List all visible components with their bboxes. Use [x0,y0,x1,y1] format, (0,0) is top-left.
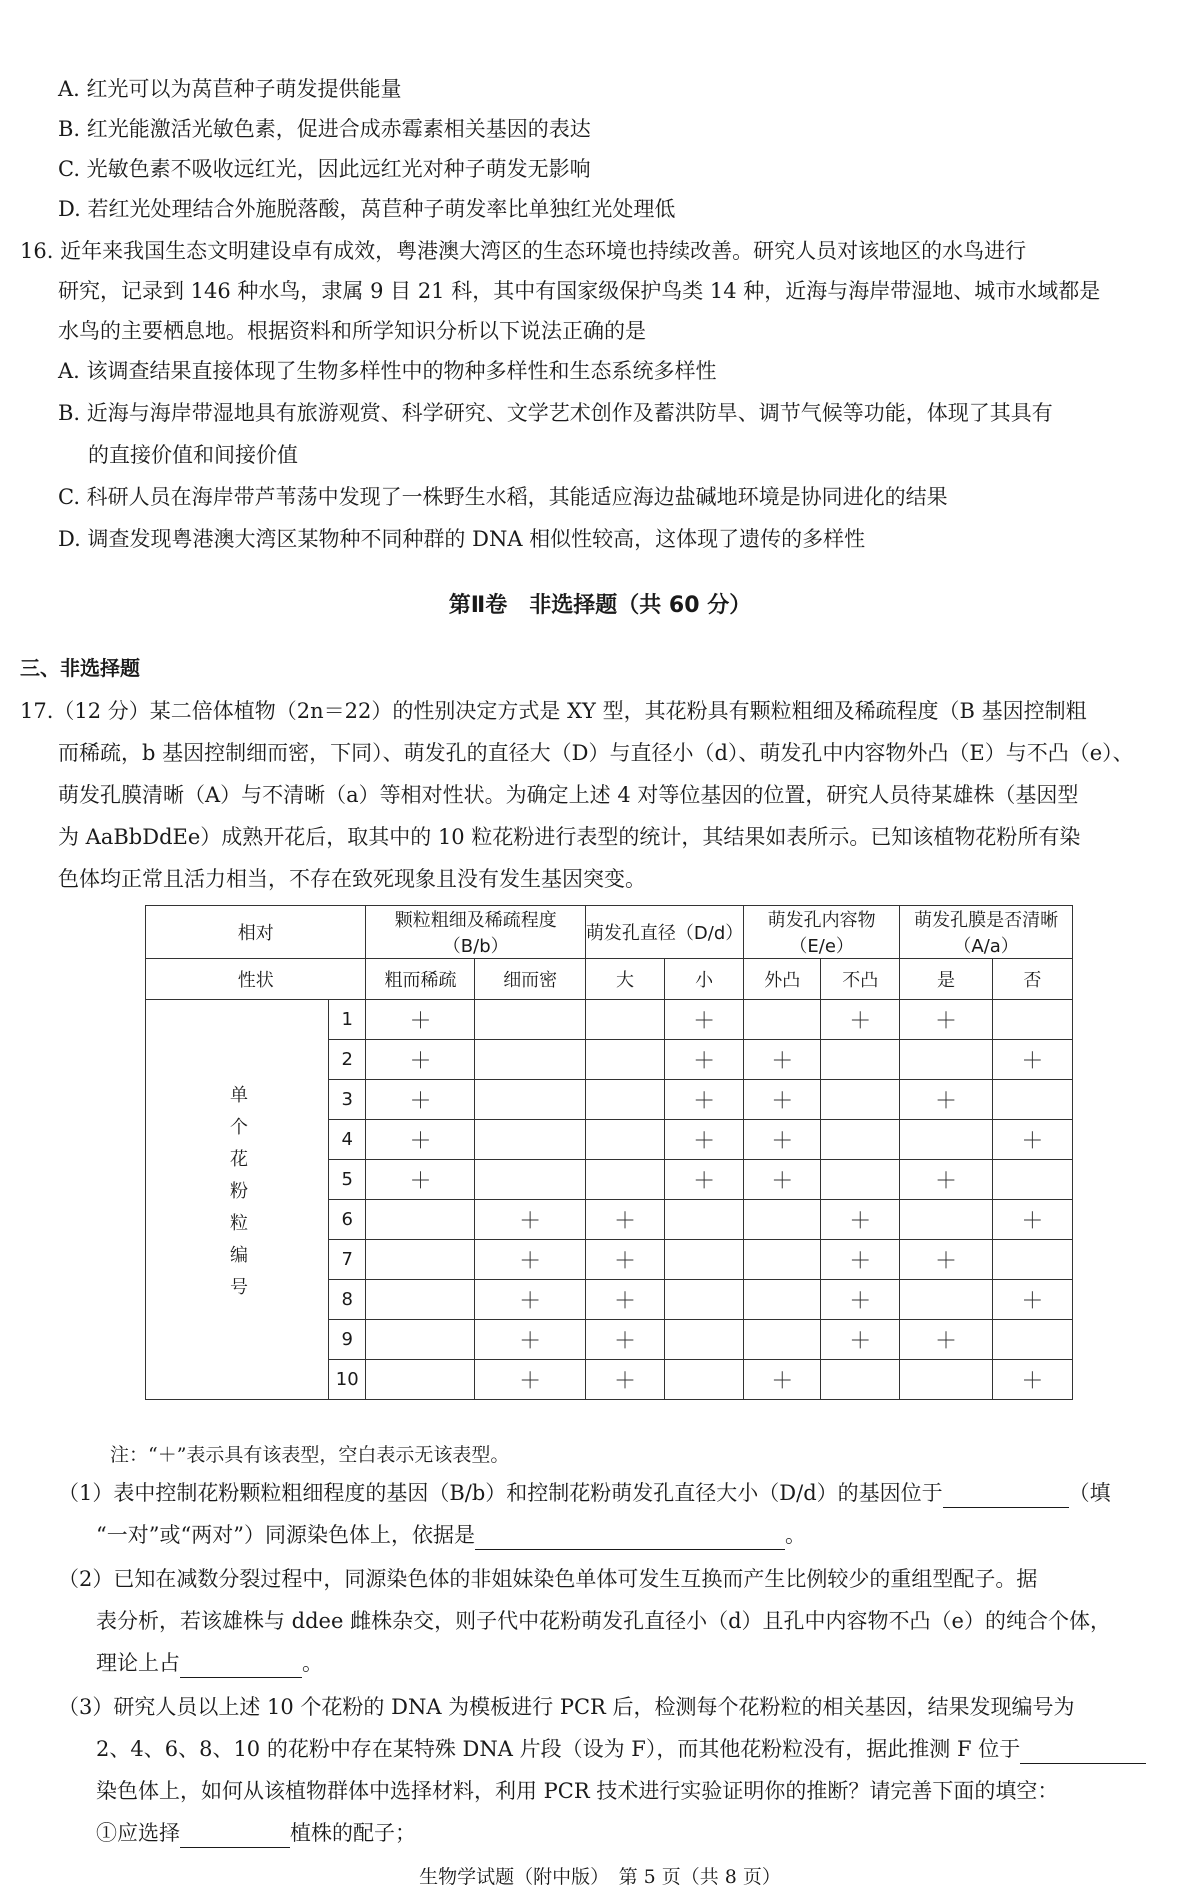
phenotype-cell [821,1040,900,1080]
phenotype-cell [475,1360,586,1400]
phenotype-cell [821,1120,900,1160]
q16-stem-line-1: 16. 近年来我国生态文明建设卓有成效，粤港澳大湾区的生态环境也持续改善。研究人员对该地区的水鸟进行 [20,239,1027,263]
phenotype-cell [992,1040,1072,1080]
phenotype-cell [475,1320,586,1360]
phenotype-cell [585,1200,664,1240]
q16-stem-line-3: 水鸟的主要栖息地。根据资料和所学知识分析以下说法正确的是 [58,319,646,343]
phenotype-cell [744,1360,821,1400]
q17-stem-line-5: 色体均正常且活力相当，不存在致死现象且没有发生基因突变。 [58,867,646,891]
plus-mark: ＋ [693,1089,716,1114]
phenotype-cell [900,1200,993,1240]
phenotype-cell [665,1200,744,1240]
q17-sub3-text-b: ①应选择 [96,1821,180,1845]
phenotype-cell [366,1320,475,1360]
plus-mark: ＋ [849,1209,872,1234]
table-row [146,1000,1073,1040]
phenotype-cell [665,1040,744,1080]
phenotype-cell [992,1200,1072,1240]
subheader: 是 [900,959,993,1000]
plus-mark: ＋ [849,1009,872,1034]
corner-header-1: 相对 [146,906,366,959]
q17-sub3-text-a: 2、4、6、8、10 的花粉中存在某特殊 DNA 片段（设为 F），而其他花粉粒没有，据此推测 F 位于 [96,1737,1021,1761]
plus-mark: ＋ [519,1369,542,1394]
plus-mark: ＋ [849,1289,872,1314]
corner-header-2: 性状 [146,959,366,1000]
pollen-id: 2 [329,1040,366,1080]
q17-stem-line-4: 为 AaBbDdEe）成熟开花后，取其中的 10 粒花粉进行表型的统计，其结果如表所示。已知该植物花粉所有染 [58,825,1081,849]
phenotype-cell [665,1320,744,1360]
table-body [146,1000,1073,1400]
phenotype-cell [475,1160,586,1200]
pollen-id: 6 [329,1200,366,1240]
phenotype-cell [744,1120,821,1160]
phenotype-cell [665,1160,744,1200]
q17-sub2-text-a: 理论上占 [96,1651,180,1675]
plus-mark: ＋ [409,1089,432,1114]
phenotype-cell [744,1000,821,1040]
answer-blank-1[interactable] [943,1485,1069,1508]
q17-sub3-line-3: 染色体上，如何从该植物群体中选择材料，利用 PCR 技术进行实验证明你的推断？请完善下面的填空： [96,1779,1059,1803]
subheader: 外凸 [744,959,821,1000]
phenotype-cell [744,1160,821,1200]
pollen-id: 8 [329,1280,366,1320]
q15-option-d: D. 若红光处理结合外施脱落酸，莴苣种子萌发率比单独红光处理低 [58,197,676,221]
phenotype-cell [821,1320,900,1360]
phenotype-cell [585,1280,664,1320]
phenotype-cell [992,1000,1072,1040]
phenotype-cell [992,1240,1072,1280]
plus-mark: ＋ [519,1289,542,1314]
phenotype-cell [366,1080,475,1120]
q17-sub2-line-2: 表分析，若该雄株与 ddee 雌株杂交，则子代中花粉萌发孔直径小（d）且孔中内容物不凸（e）的纯合个体， [96,1609,1111,1633]
subheader: 大 [585,959,664,1000]
phenotype-cell [821,1200,900,1240]
phenotype-cell [744,1080,821,1120]
phenotype-cell [744,1040,821,1080]
phenotype-cell [665,1360,744,1400]
phenotype-cell [366,1040,475,1080]
page-footer: 生物学试题（附中版） 第 5 页（共 8 页） [419,1866,781,1888]
phenotype-cell [821,1000,900,1040]
subheader: 小 [665,959,744,1000]
phenotype-cell [366,1200,475,1240]
q17-sub1-line-2 [96,1520,806,1550]
plus-mark: ＋ [409,1009,432,1034]
plus-mark: ＋ [519,1209,542,1234]
plus-mark: ＋ [409,1049,432,1074]
phenotype-cell [821,1360,900,1400]
answer-blank-3[interactable] [180,1655,302,1678]
plus-mark: ＋ [519,1329,542,1354]
q17-sub1-text-a: （1）表中控制花粉颗粒粗细程度的基因（B/b）和控制花粉萌发孔直径大小（D/d）的基因位于 [58,1481,943,1505]
plus-mark: ＋ [613,1249,636,1274]
pollen-id: 4 [329,1120,366,1160]
q16-option-b-cont: 的直接价值和间接价值 [88,443,298,467]
phenotype-cell [992,1120,1072,1160]
phenotype-cell [744,1280,821,1320]
q17-sub2-line-1: （2）已知在减数分裂过程中，同源染色体的非姐妹染色单体可发生互换而产生比例较少的重组型配子。据 [58,1567,1038,1591]
q15-option-b: B. 红光能激活光敏色素，促进合成赤霉素相关基因的表达 [58,117,591,141]
pollen-phenotype-table [145,905,1073,1400]
table-note: 注：“＋”表示具有该表型，空白表示无该表型。 [110,1444,510,1466]
answer-blank-5[interactable] [180,1825,290,1848]
phenotype-cell [475,1120,586,1160]
plus-mark: ＋ [693,1169,716,1194]
plus-mark: ＋ [693,1009,716,1034]
plus-mark: ＋ [849,1249,872,1274]
phenotype-cell [821,1080,900,1120]
q17-sub1-text-c: “一对”或“两对”）同源染色体上，依据是 [96,1523,475,1547]
phenotype-cell [585,1240,664,1280]
plus-mark: ＋ [771,1169,794,1194]
q17-stem-line-1: 17.（12 分）某二倍体植物（2n＝22）的性别决定方式是 XY 型，其花粉具有颗粒粗细及稀疏程度（B 基因控制粗 [20,699,1087,723]
plus-mark: ＋ [1021,1129,1044,1154]
pollen-id: 7 [329,1240,366,1280]
phenotype-cell [665,1280,744,1320]
q15-option-c: C. 光敏色素不吸收远红光，因此远红光对种子萌发无影响 [58,157,591,181]
q16-option-d: D. 调查发现粤港澳大湾区某物种不同种群的 DNA 相似性较高，这体现了遗传的多样性 [58,527,866,551]
pollen-id: 3 [329,1080,366,1120]
phenotype-cell [744,1240,821,1280]
phenotype-cell [900,1360,993,1400]
plus-mark: ＋ [1021,1369,1044,1394]
plus-mark: ＋ [693,1129,716,1154]
plus-mark: ＋ [771,1369,794,1394]
q16-stem-line-2: 研究，记录到 146 种水鸟，隶属 9 目 21 科，其中有国家级保护鸟类 14 种，近海与海岸带湿地、城市水域都是 [58,279,1101,303]
phenotype-cell [665,1000,744,1040]
phenotype-cell [475,1240,586,1280]
plus-mark: ＋ [613,1209,636,1234]
plus-mark: ＋ [934,1169,957,1194]
phenotype-cell [900,1040,993,1080]
pollen-id: 10 [329,1360,366,1400]
group-header-membrane: 萌发孔膜是否清晰（A/a） [900,906,1073,959]
phenotype-cell [744,1200,821,1240]
phenotype-cell [821,1280,900,1320]
plus-mark: ＋ [934,1089,957,1114]
plus-mark: ＋ [693,1049,716,1074]
plus-mark: ＋ [934,1249,957,1274]
q17-sub2-line-3 [96,1648,323,1678]
q17-sub3-text-c: 植株的配子； [290,1821,416,1845]
subheader: 粗而稀疏 [366,959,475,1000]
q16-option-b: B. 近海与海岸带湿地具有旅游观赏、科学研究、文学艺术创作及蓄洪防旱、调节气候等功能，体现了其具有 [58,401,1053,425]
plus-mark: ＋ [934,1329,957,1354]
plus-mark: ＋ [1021,1289,1044,1314]
row-group-label-text: 单个花粉粒编号 [227,1085,248,1309]
phenotype-cell [900,1240,993,1280]
phenotype-cell [665,1240,744,1280]
phenotype-cell [900,1080,993,1120]
answer-blank-2[interactable] [475,1527,785,1550]
group-header-granule: 颗粒粗细及稀疏程度（B/b） [366,906,585,959]
plus-mark: ＋ [849,1329,872,1354]
phenotype-cell [992,1080,1072,1120]
phenotype-cell [475,1080,586,1120]
plus-mark: ＋ [771,1089,794,1114]
phenotype-cell [992,1280,1072,1320]
phenotype-cell [585,1160,664,1200]
q16-option-a: A. 该调查结果直接体现了生物多样性中的物种多样性和生态系统多样性 [58,359,717,383]
phenotype-cell [475,1280,586,1320]
phenotype-cell [992,1320,1072,1360]
pollen-id: 9 [329,1320,366,1360]
q17-sub1-line-1 [58,1478,1111,1508]
phenotype-cell [821,1240,900,1280]
plus-mark: ＋ [613,1369,636,1394]
phenotype-cell [475,1200,586,1240]
phenotype-cell [900,1000,993,1040]
plus-mark: ＋ [519,1249,542,1274]
phenotype-cell [900,1320,993,1360]
plus-mark: ＋ [1021,1049,1044,1074]
phenotype-cell [665,1080,744,1120]
plus-mark: ＋ [613,1329,636,1354]
group-header-content: 萌发孔内容物（E/e） [744,906,900,959]
plus-mark: ＋ [409,1169,432,1194]
subheader: 否 [992,959,1072,1000]
phenotype-cell [475,1040,586,1080]
plus-mark: ＋ [409,1129,432,1154]
plus-mark: ＋ [934,1009,957,1034]
phenotype-cell [900,1160,993,1200]
q17-sub3-line-2 [96,1734,1146,1764]
q17-sub3-line-4 [96,1818,416,1848]
phenotype-cell [366,1160,475,1200]
q17-sub1-text-b: （填 [1068,1481,1111,1505]
phenotype-cell [900,1280,993,1320]
q17-sub2-text-b: 。 [302,1651,323,1675]
phenotype-cell [585,1040,664,1080]
phenotype-cell [900,1120,993,1160]
subheader: 细而密 [475,959,586,1000]
q16-option-c: C. 科研人员在海岸带芦苇荡中发现了一株野生水稻，其能适应海边盐碱地环境是协同进化的结果 [58,485,948,509]
section-title: 第Ⅱ卷 非选择题（共 60 分） [448,593,752,618]
row-group-label [146,1000,329,1400]
q17-sub1-text-d: 。 [784,1523,806,1547]
plus-mark: ＋ [1021,1209,1044,1234]
phenotype-cell [992,1160,1072,1200]
phenotype-cell [585,1080,664,1120]
q17-sub3-line-1: （3）研究人员以上述 10 个花粉的 DNA 为模板进行 PCR 后，检测每个花粉粒的相关基因，结果发现编号为 [58,1695,1075,1719]
group-header-diameter: 萌发孔直径（D/d） [585,906,743,959]
phenotype-cell [366,1240,475,1280]
phenotype-cell [366,1120,475,1160]
phenotype-cell [992,1360,1072,1400]
phenotype-cell [744,1320,821,1360]
phenotype-cell [366,1280,475,1320]
q17-stem-line-3: 萌发孔膜清晰（A）与不清晰（a）等相对性状。为确定上述 4 对等位基因的位置，研究人员待某雄株（基因型 [58,783,1079,807]
phenotype-cell [366,1000,475,1040]
q15-option-a: A. 红光可以为莴苣种子萌发提供能量 [58,77,402,101]
answer-blank-4[interactable] [1020,1741,1146,1764]
phenotype-cell [475,1000,586,1040]
phenotype-cell [585,1120,664,1160]
pollen-id: 5 [329,1160,366,1200]
phenotype-cell [665,1120,744,1160]
phenotype-cell [585,1360,664,1400]
subheader: 不凸 [821,959,900,1000]
plus-mark: ＋ [771,1129,794,1154]
plus-mark: ＋ [771,1049,794,1074]
phenotype-cell [821,1160,900,1200]
phenotype-cell [585,1320,664,1360]
pollen-id: 1 [329,1000,366,1040]
part-title: 三、非选择题 [20,656,140,680]
phenotype-cell [585,1000,664,1040]
q17-stem-line-2: 而稀疏，b 基因控制细而密，下同）、萌发孔的直径大（D）与直径小（d）、萌发孔中内容物外凸（E）与不凸（e）、 [58,741,1134,765]
phenotype-cell [366,1360,475,1400]
plus-mark: ＋ [613,1289,636,1314]
